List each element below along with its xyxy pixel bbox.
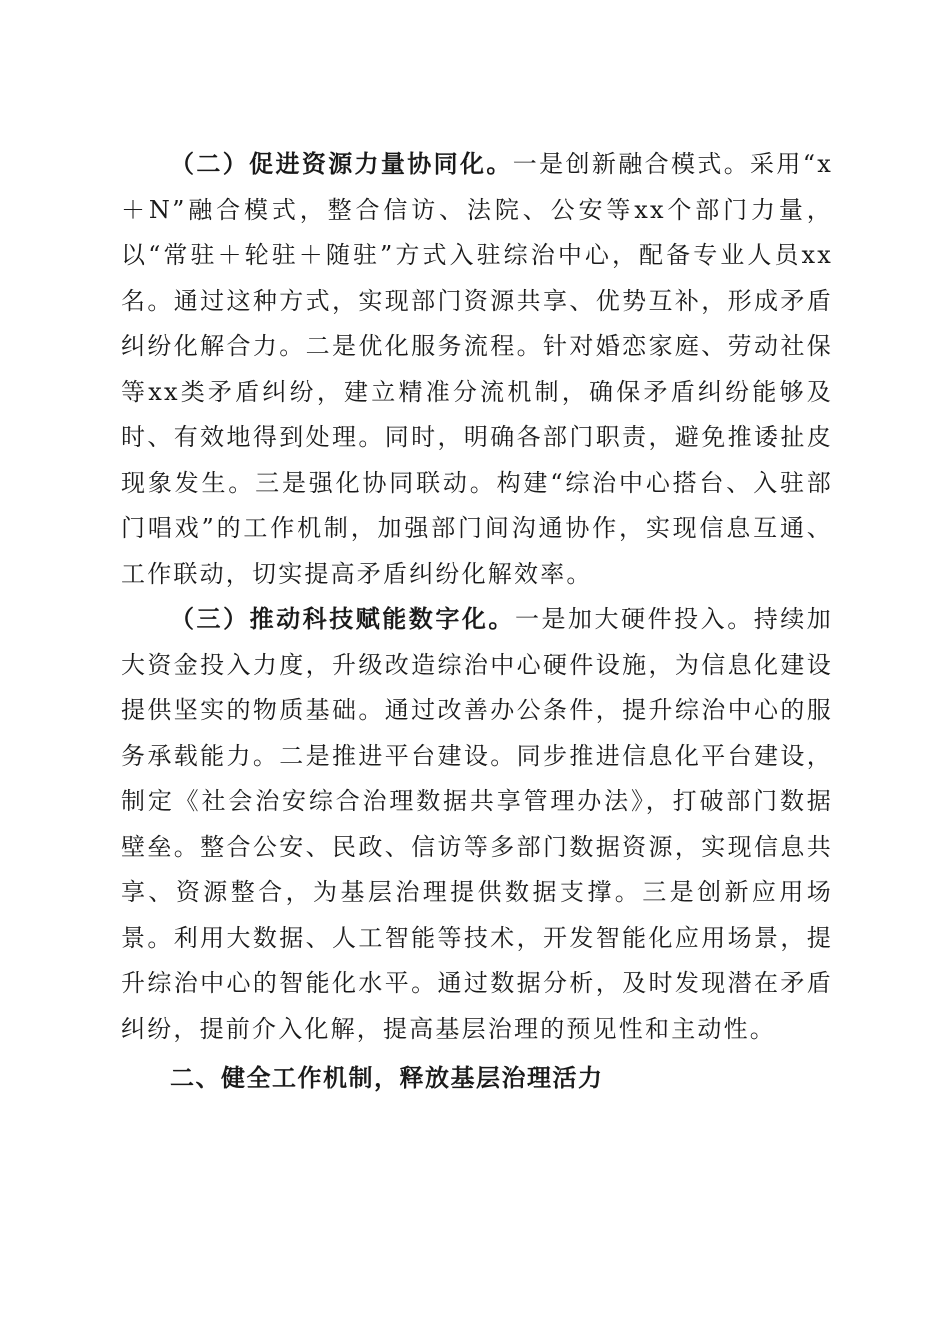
section-heading: 二、健全工作机制，释放基层治理活力 bbox=[170, 1064, 604, 1092]
document-page bbox=[121, 142, 833, 1102]
paragraph-tech-empowerment bbox=[121, 597, 833, 1052]
paragraph-resource-coordination bbox=[121, 142, 833, 597]
paragraph-body: 一是加大硬件投入。持续加大资金投入力度，升级改造综治中心硬件设施，为信息化建设提供坚实的物质基础。通过改善办公条件，提升综治中心的服务承载能力。二是推进平台建设。同步推进信息化平台建设，制定《社会治安综合治理数据共享管理办法》，打破部门数据壁垒。整合公安、民政、信访等多部门数据资源，实现信息共享、资源整合，为基层治理提供数据支撑。三是创新应用场景。利用大数据、人工智能等技术，开发智能化应用场景，提升综治中心的智能化水平。通过数据分析，及时发现潜在矛盾纠纷，提前介入化解，提高基层治理的预见性和主动性。 bbox=[121, 605, 833, 1043]
paragraph-lead: （三）推动科技赋能数字化。 bbox=[170, 605, 515, 633]
paragraph-lead: （二）促进资源力量协同化。 bbox=[170, 150, 513, 178]
paragraph-body: 一是创新融合模式。采用“x＋N”融合模式，整合信访、法院、公安等xx个部门力量，以“常驻＋轮驻＋随驻”方式入驻综治中心，配备专业人员xx名。通过这种方式，实现部门资源共享、优势互补，形成矛盾纠纷化解合力。二是优化服务流程。针对婚恋家庭、劳动社保等xx类矛盾纠纷，建立精准分流机制，确保矛盾纠纷能够及时、有效地得到处理。同时，明确各部门职责，避免推诿扯皮现象发生。三是强化协同联动。构建“综治中心搭台、入驻部门唱戏”的工作机制，加强部门间沟通协作，实现信息互通、工作联动，切实提高矛盾纠纷化解效率。 bbox=[121, 150, 833, 588]
